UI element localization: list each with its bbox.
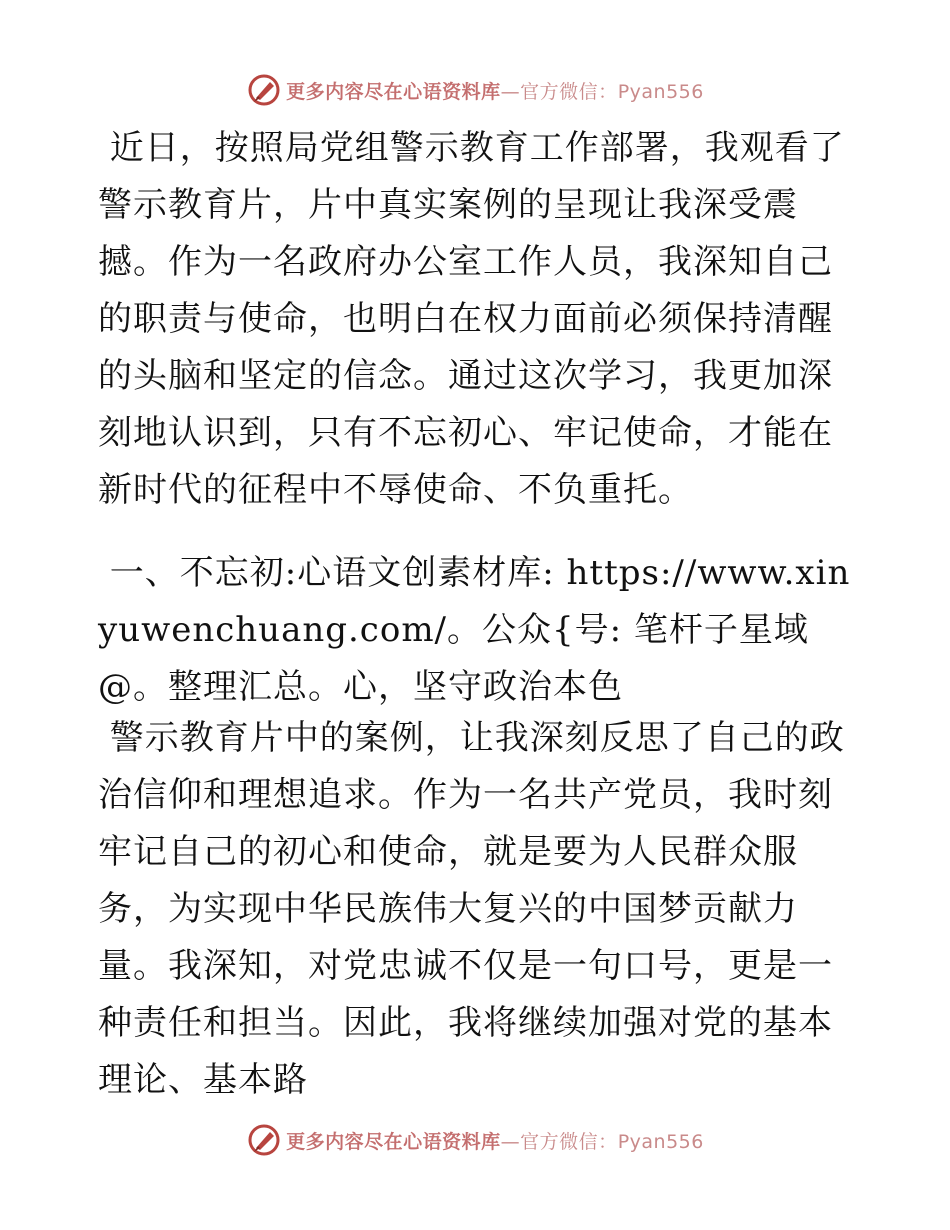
banner-brand: 更多内容尽在心语资料库	[286, 1130, 501, 1153]
banner-brand: 更多内容尽在心语资料库	[286, 80, 501, 103]
pen-logo-icon	[246, 72, 282, 108]
footer-watermark-banner	[0, 1120, 950, 1160]
paragraph-body: 警示教育片中的案例，让我深刻反思了自己的政治信仰和理想追求。作为一名共产党员，我时刻牢记自己的初心和使命，就是要为人民群众服务，为实现中华民族伟大复兴的中国梦贡献力量。我深知，对党忠诚不仅是一句口号，更是一种责任和担当。因此，我将继续加强对党的基本理论、基本路	[98, 718, 845, 1100]
header-watermark-banner	[0, 70, 950, 110]
paragraph-intro: 近日，按照局党组警示教育工作部署，我观看了警示教育片，片中真实案例的呈现让我深受震撼。作为一名政府办公室工作人员，我深知自己的职责与使命，也明白在权力面前必须保持清醒的头脑和坚定的信念。通过这次学习，我更加深刻地认识到，只有不忘初心、牢记使命，才能在新时代的征程中不辱使命、不负重托。	[98, 128, 845, 510]
banner-text	[286, 1127, 704, 1154]
section-heading-1: 一、不忘初:心语文创素材库: https://www.xinyuwenchuang.com/。公众{号: 笔杆子星域@。整理汇总。心，坚守政治本色	[98, 553, 851, 707]
banner-wechat-label: 官方微信：	[520, 80, 618, 103]
banner-wechat-label: 官方微信：	[520, 1130, 618, 1153]
banner-wechat-id: Pyan556	[617, 1130, 704, 1153]
banner-dash: —	[500, 80, 521, 103]
banner-text	[286, 77, 704, 104]
banner-dash: —	[500, 1130, 521, 1153]
banner-wechat-id: Pyan556	[617, 80, 704, 103]
pen-logo-icon	[246, 1122, 282, 1158]
